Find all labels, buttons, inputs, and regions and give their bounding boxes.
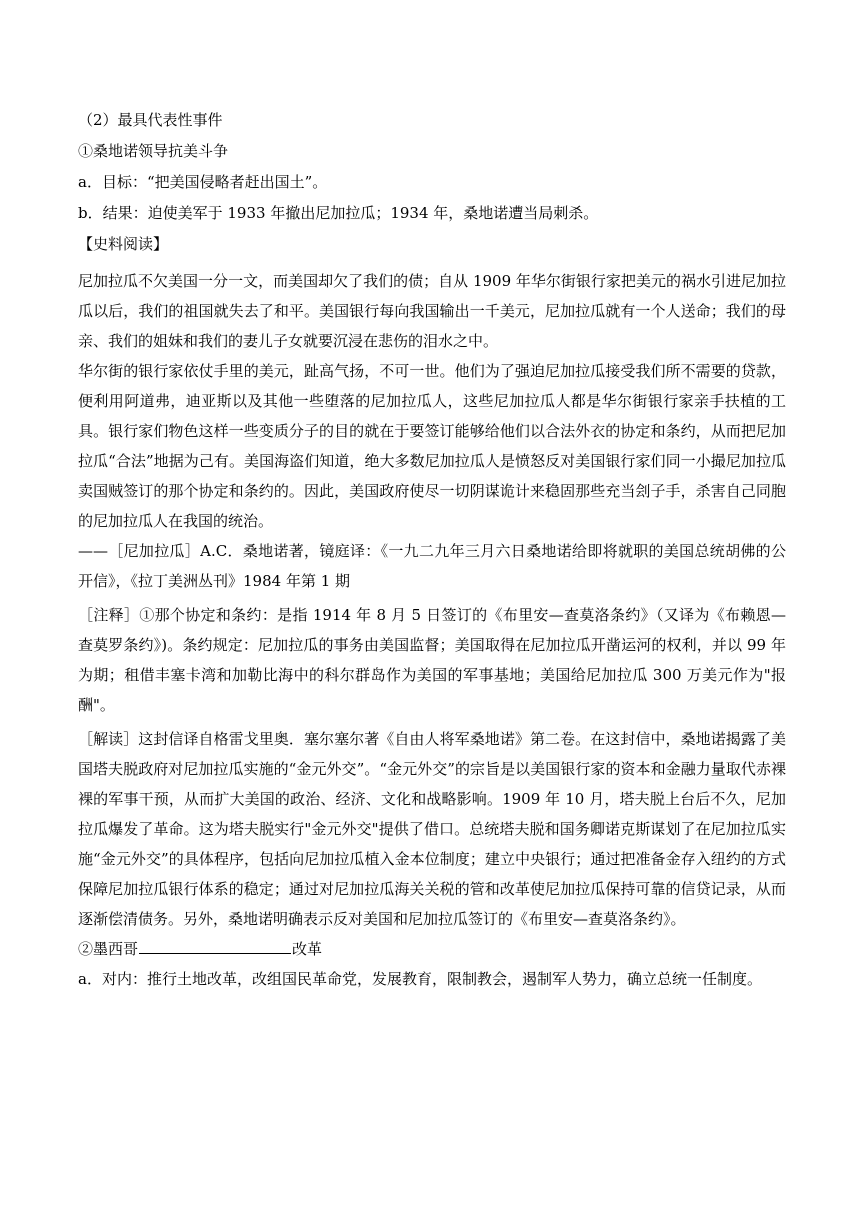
source-citation: ——［尼加拉瓜］A.C．桑地诺著，镜庭译：《一九二九年三月六日桑地诺给即将就职的美国总统胡佛的公开信》，《拉丁美洲丛刊》1984 年第 1 期 — [78, 542, 786, 590]
event2-domestic: a．对内：推行土地改革，改组国民革命党，发展教育，限制教会，遏制军人势力，确立总统一任制度。 — [78, 970, 762, 988]
document-page — [78, 110, 786, 994]
event2-line — [78, 934, 786, 964]
event1-title: ①桑地诺领导抗美斗争 — [78, 142, 229, 160]
source-paragraph-2: 华尔街的银行家依仗手里的美元，趾高气扬，不可一世。他们为了强迫尼加拉瓜接受我们所不需要的贷款，便利用阿道弗，迪亚斯以及其他一些堕落的尼加拉瓜人，这些尼加拉瓜人都是华尔街银行家亲手扶植的工具。银行家们物色这样一些变质分子的目的就在于要签订能够给他们以合法外衣的协定和条约，从而把尼加拉瓜“合法”地据为己有。美国海盗们知道，绝大多数尼加拉瓜人是愤怒反对美国银行家们同一小撮尼加拉瓜卖国贼签订的那个协定和条约的。因此，美国政府使尽一切阴谋诡计来稳固那些充当刽子手，杀害自己同胞的尼加拉瓜人在我国的统治。 — [78, 362, 786, 530]
event1-result: b．结果：迫使美军于 1933 年撤出尼加拉瓜；1934 年，桑地诺遭当局刺杀。 — [78, 204, 599, 222]
event2-prefix: ②墨西哥 — [78, 940, 139, 958]
event2-suffix: 改革 — [292, 940, 323, 958]
interpretation-paragraph: ［解读］这封信译自格雷戈里奥．塞尔塞尔著《自由人将军桑地诺》第二卷。在这封信中，桑地诺揭露了美国塔夫脱政府对尼加拉瓜实施的“金元外交”。“金元外交”的宗旨是以美国银行家的资本和金融力量取代赤裸裸的军事干预，从而扩大美国的政治、经济、文化和战略影响。1909 年 10 月，塔夫脱上台后不久，尼加拉瓜爆发了革命。这为塔夫脱实行"金元外交"提供了借口。总统塔夫脱和国务卿诺克斯谋划了在尼加拉瓜实施“金元外交”的具体程序，包括向尼加拉瓜植入金本位制度；建立中央银行；通过把准备金存入纽约的方式保障尼加拉瓜银行体系的稳定；通过对尼加拉瓜海关关税的管和改革使尼加拉瓜保持可靠的信贷记录，从而逐渐偿清债务。另外，桑地诺明确表示反对美国和尼加拉瓜签订的《布里安—查莫洛条约》。 — [78, 730, 786, 928]
source-paragraph-1: 尼加拉瓜不欠美国一分一文，而美国却欠了我们的债；自从 1909 年华尔街银行家把美元的祸水引进尼加拉瓜以后，我们的祖国就失去了和平。美国银行每向我国输出一千美元，尼加拉瓜就有一个人送命；我们的母亲、我们的姐妹和我们的妻儿子女就要沉浸在悲伤的泪水之中。 — [78, 272, 786, 350]
fill-in-blank[interactable] — [139, 939, 291, 954]
event1-goal: a．目标：“把美国侵略者赶出国土”。 — [78, 173, 328, 191]
note-paragraph: ［注释］①那个协定和条约：是指 1914 年 8 月 5 日签订的《布里安—查莫洛条约》（又译为《布赖恩—查莫罗条约》)。条约规定：尼加拉瓜的事务由美国监督；美国取得在尼加拉瓜开凿运河的权利，并以 99 年为期；租借丰塞卡湾和加勒比海中的科尔群岛作为美国的军事基地；美国给尼加拉瓜 300 万美元作为"报酬"。 — [78, 606, 786, 714]
section-heading: （2）最具代表性事件 — [78, 111, 223, 129]
reading-heading: 【史料阅读】 — [78, 235, 169, 253]
